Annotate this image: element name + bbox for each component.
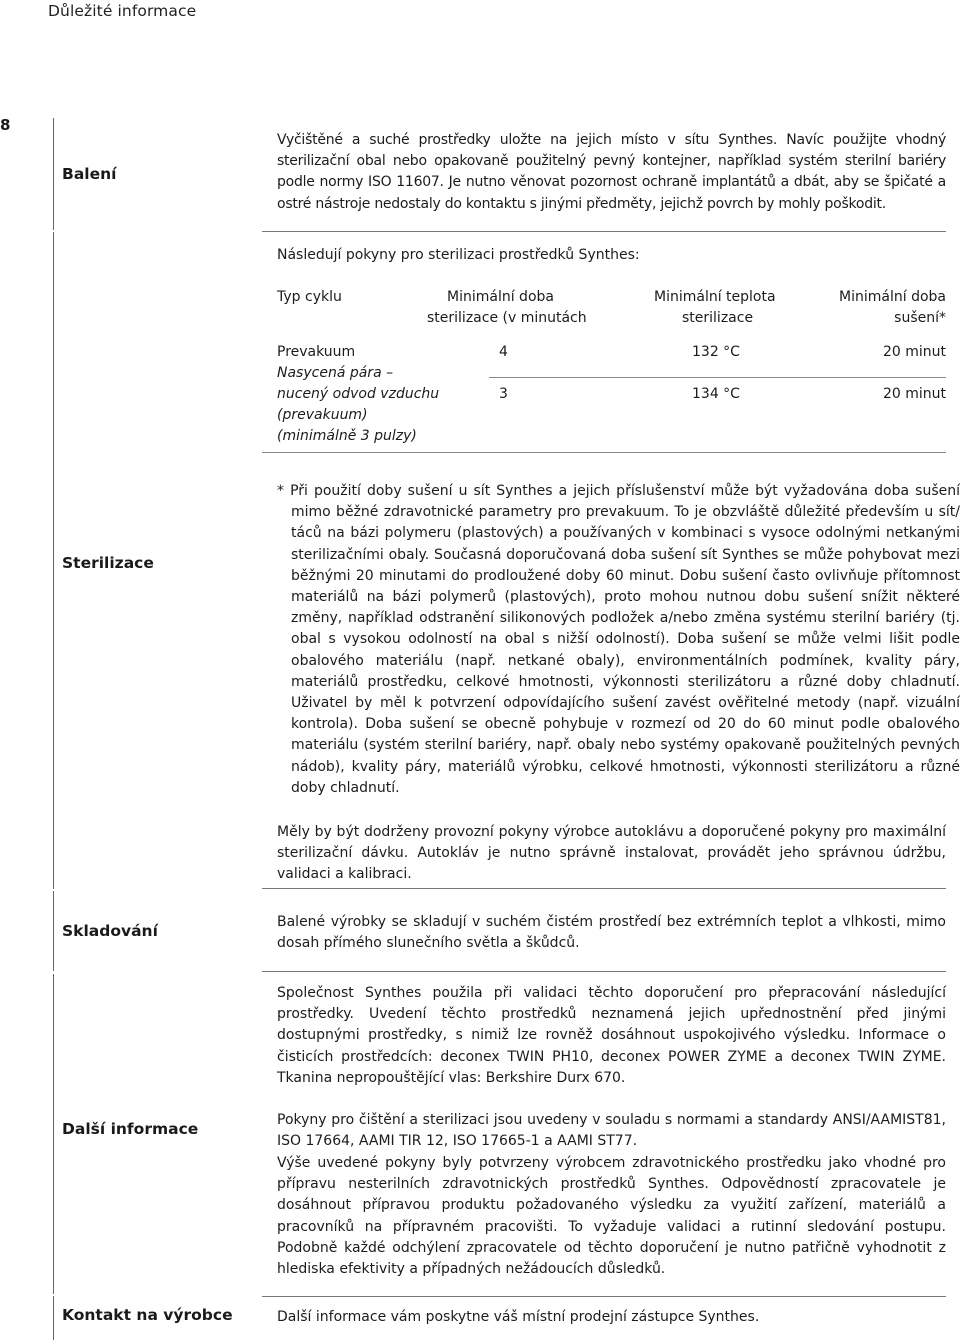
storage-text: Balené výrobky se skladují v suchém čistém prostředí bez extrémních teplot a vlhkosti, mimo dosah přímého slunečního světla a škůdců. <box>277 914 946 952</box>
header-min-time-line1: Minimální doba <box>447 289 554 305</box>
section-divider-dalsi <box>53 974 54 1294</box>
cycle-desc-line: (prevakuum) <box>277 407 368 423</box>
header-drying-line2: sušení* <box>894 310 946 326</box>
row2-drying: 20 minut <box>882 386 946 402</box>
cycle-name: Prevakuum <box>277 344 356 360</box>
table-row-divider <box>489 377 946 378</box>
row1-time: 4 <box>499 344 508 360</box>
header-min-time-line2: sterilizace (v minutách <box>427 310 587 326</box>
table-bottom-line <box>262 452 946 453</box>
section-label-dalsi: Další informace <box>62 1120 199 1138</box>
additional-info-text-3: Výše uvedené pokyny byly potvrzeny výrobcem zdravotnického prostředku jako vhodné pro přípravu nesterilních zdravotnických prostředků Synthes. Odpovědností zpracovatele je dosáhnout přípravou produktu požadovaného výsledku za využití zařízení, materiálů a pracovníků na přípravném pracovišti. To vyžaduje validaci a rutinní sledování postupu. Podobně každé odchýlení zpracovatele od těchto doporučení je nutno patřičně vyhodnotit z hlediska efektivity a případných nežádoucích důsledků. <box>277 1155 946 1278</box>
section-label-skladovani: Skladování <box>62 922 158 940</box>
sterilization-table <box>277 287 946 447</box>
header-drying-line1: Minimální doba <box>839 289 946 305</box>
section-label-kontakt: Kontakt na výrobce <box>62 1306 233 1324</box>
header-cycle-type: Typ cyklu <box>277 289 342 305</box>
baleni-text: Vyčištěné a suché prostředky uložte na jejich místo v sítu Synthes. Navíc použijte vhodný sterilizační obal nebo opakovaně použitelný pevný kontejner, například systém sterilní bariéry podle normy ISO 11607. Je nutno věnovat pozornost ochraně implantátů a dbát, aby se špičaté a ostré nástroje nedostaly do kontaktu s jinými předměty, jejichž povrch by mohly poškodit. <box>277 132 946 212</box>
section-separator <box>262 971 946 972</box>
header-min-temp-line2: sterilizace <box>682 310 754 326</box>
section-divider-kontakt <box>53 1296 54 1340</box>
cycle-desc-line: (minimálně 3 pulzy) <box>277 428 417 444</box>
sterilization-intro: Následují pokyny pro sterilizaci prostředků Synthes: <box>277 247 640 263</box>
drying-footnote: * Při použití doby sušení u sít Synthes a jejich příslušenství může být vyžadována doba sušení mimo běžné zdravotnické parametry pro prevakuum. To je obzvláště důležité především u sít/ táců na bázi polymeru (plastových) a používaných v kombinaci s vysoce odolnými netkanými sterilizačními obaly. Současná doporučovaná doba sušení sít Synthes se může pohybovat mezi běžnými 20 minutami do prodloužené doby 60 minut. Dobu sušení často ovlivňuje přítomnost materiálů na bázi polymerů (plastových), proto mohou nutnou dobu sušení snížit některé změny, například odstranění silikonových podložek a/nebo změna systému sterilní bariéry (tj. obal s vysokou odolností na obal s nižší odolností). Doba sušení se může velmi lišit podle obalového materiálu (např. netkané obaly), environmentálních podmínek, kvality páry, materiálů prostředku, celkové hmotnosti, výkonnosti sterilizátoru a různé doby chladnutí. Uživatel by měl k potvrzení odpovídajícího sušení zavést ověřitelné metody (např. vizuální kontrola). Doba sušení se obecně pohybuje v rozmezí od 20 do 60 minut podle obalového materiálu (systém sterilní bariéry, např. obaly nebo systémy opakovaně použitelných pevných nádob), kvality páry, materiálů výrobku, celkové hmotnosti, výkonnosti sterilizátoru a různé doby chladnutí. <box>277 483 960 796</box>
row2-time: 3 <box>499 386 508 402</box>
header-min-temp-line1: Minimální teplota <box>654 289 776 305</box>
section-separator <box>262 231 946 232</box>
additional-info-text-1: Společnost Synthes použila při validaci těchto doporučení pro přepracování následující prostředky. Uvedení těchto prostředků neznamená jejich upřednostnění před jinými dostupnými prostředky, s nimiž lze rovněž dosáhnout uspokojivého výsledku. Informace o čisticích prostředcích: deconex TWIN PH10, deconex POWER ZYME a deconex TWIN ZYME. Tkanina nepropouštějící vlas: Berkshire Durx 670. <box>277 985 946 1086</box>
cycle-desc-line: nucený odvod vzduchu <box>277 386 440 402</box>
additional-info-text-2: Pokyny pro čištění a sterilizaci jsou uvedeny v souladu s normami a standardy ANSI/AAMIST81, ISO 17664, AAMI TIR 12, ISO 17665-1 a AAMI ST77. <box>277 1112 946 1150</box>
section-label-sterilizace: Sterilizace <box>62 554 154 572</box>
section-label-baleni: Balení <box>62 165 117 183</box>
page-number: 8 <box>0 116 11 134</box>
row1-drying: 20 minut <box>882 344 946 360</box>
autoclave-note: Měly by být dodrženy provozní pokyny výrobce autoklávu a doporučené pokyny pro maximální sterilizační dávku. Autokláv je nutno správně instalovat, provádět jeho správnou údržbu, validaci a kalibraci. <box>277 824 946 883</box>
row1-temp: 132 °C <box>692 344 740 360</box>
row2-temp: 134 °C <box>692 386 740 402</box>
contact-text: Další informace vám poskytne váš místní prodejní zástupce Synthes. <box>277 1309 760 1325</box>
section-divider-baleni <box>53 118 54 230</box>
cycle-desc-line: Nasycená pára – <box>277 365 394 381</box>
section-separator <box>262 888 946 889</box>
page-header: Důležité informace <box>48 2 197 20</box>
section-divider-skladovani <box>53 891 54 971</box>
section-divider-sterilizace <box>53 232 54 889</box>
section-separator <box>262 1296 946 1297</box>
